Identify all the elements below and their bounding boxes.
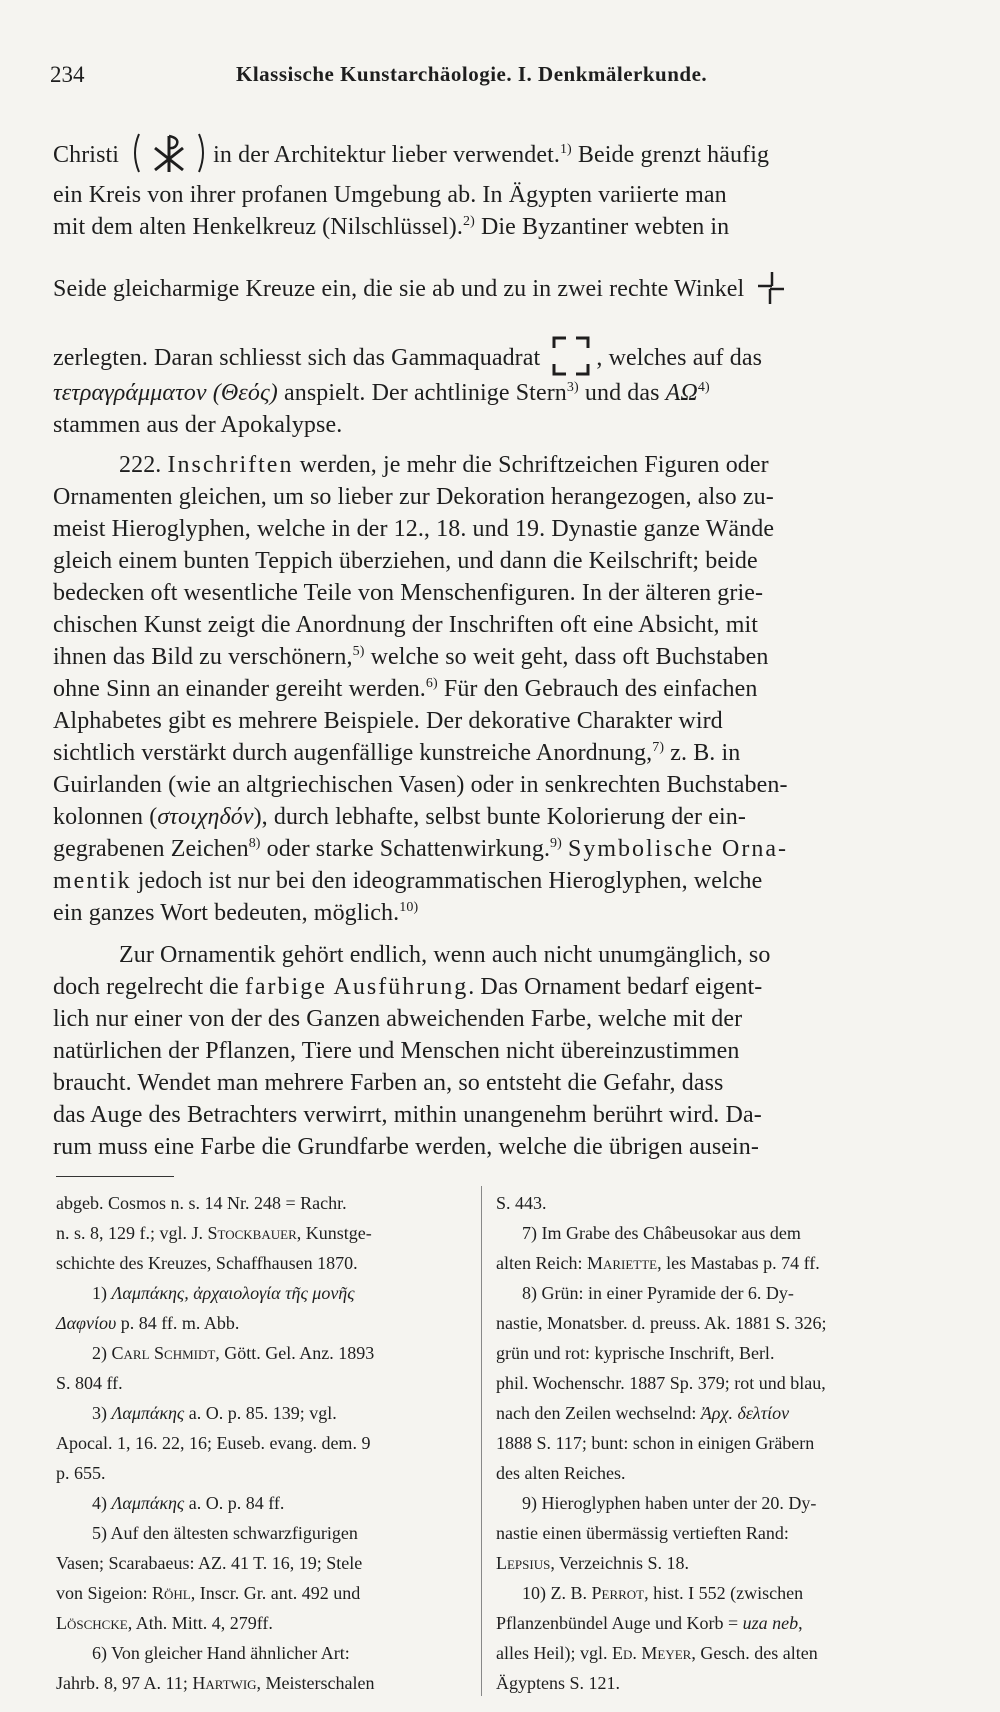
footnote-line: schichte des Kreuzes, Schaffhausen 1870. (56, 1253, 358, 1273)
text-run: Λαμπάκης (111, 1493, 185, 1513)
text-run: ein ganzes Wort bedeuten, möglich. (53, 900, 400, 926)
text-line: ein Kreis von ihrer profanen Umgebung ab. In Ägypten variierte man (53, 182, 727, 208)
text-line: Ornamenten gleichen, um so lieber zur Dekoration herangezogen, also zu- (53, 484, 774, 510)
text-run: in der Architektur lieber verwendet. (213, 142, 560, 169)
text-line: lich nur einer von der des Ganzen abweichenden Farbe, welche mit der (53, 1006, 743, 1032)
text-run: Mariette (586, 1253, 658, 1273)
section-222-start (53, 452, 903, 479)
footnote-line (56, 1312, 466, 1334)
chi-rho-monogram-icon (129, 130, 209, 183)
text-run: 1) (559, 142, 572, 158)
text-run: , (798, 1613, 803, 1633)
text-run: τετραγράμματον (Θεός) (53, 380, 278, 406)
footnote-line: nastie, Monatsber. d. preuss. Ak. 1881 S. 326; (496, 1313, 827, 1333)
text-run: 2) (462, 214, 475, 229)
text-run: Λαμπάκης, ἀρχαιολογία τῆς μονῆς (111, 1283, 355, 1303)
text-run: p. 84 ff. m. Abb. (116, 1313, 240, 1333)
text-line (53, 740, 903, 767)
footnote-7 (496, 1222, 936, 1244)
running-title: Klassische Kunstarchäologie. I. Denkmälerkunde. (236, 62, 708, 86)
text-line: Guirlanden (wie an altgriechischen Vasen) oder in senkrechten Buchstaben- (53, 772, 788, 798)
footnote-line: abgeb. Cosmos n. s. 14 Nr. 248 = Rachr. (56, 1193, 347, 1213)
footnote-line (56, 1582, 466, 1604)
text-run: Lepsius (496, 1553, 551, 1573)
text-run: Röhl (152, 1583, 191, 1603)
footnote-6 (56, 1642, 466, 1664)
text-run: Für den Gebrauch des einfachen (437, 676, 758, 702)
footnote-5 (56, 1522, 466, 1544)
footnote-10 (496, 1582, 936, 1604)
text-run: nach den Zeilen wechselnd: (496, 1403, 701, 1423)
text-line: stammen aus der Apokalypse. (53, 412, 343, 438)
text-run: , Ath. Mitt. 4, 279ff. (127, 1613, 273, 1633)
footnote-line: Vasen; Scarabaeus: AZ. 41 T. 16, 19; Stele (56, 1553, 363, 1573)
text-run: 10) (399, 900, 419, 915)
text-run: Perrot (591, 1583, 645, 1603)
text-run: Λαμπάκης (111, 1403, 185, 1423)
text-run: , Verzeichnis S. 18. (550, 1553, 689, 1573)
text-run: Hartwig (192, 1673, 257, 1693)
text-run: Jahrb. 8, 97 A. 11; (56, 1673, 193, 1693)
text-run: 10) Z. B. (522, 1583, 592, 1603)
footnote-line (56, 1672, 466, 1694)
footnote-line (496, 1642, 936, 1664)
text-run: z. B. in (664, 740, 741, 766)
text-run: Löschcke (56, 1613, 128, 1633)
text-run: ohne Sinn an einander gereiht werden. (53, 676, 426, 702)
text-line (53, 900, 903, 927)
text-run: werden, je mehr die Schriftzeichen Figuren oder (293, 452, 769, 478)
text-run: anspielt. Der achtlinige Stern (277, 380, 567, 406)
text-run: , Gött. Gel. Anz. 1893 (215, 1343, 375, 1363)
text-run: mit dem alten Henkelkreuz (Nilschlüssel). (53, 214, 463, 240)
text-run: Inschriften (167, 452, 294, 478)
text-run: Pflanzenbündel Auge und Korb = (496, 1613, 743, 1633)
text-run: Seide gleicharmige Kreuze ein, die sie ab und zu in zwei rechte Winkel (53, 276, 745, 303)
footnote-line: Apocal. 1, 16. 22, 16; Euseb. evang. dem. 9 (56, 1433, 371, 1453)
footnote-line: Ägyptens S. 121. (496, 1673, 621, 1693)
text-line (53, 130, 903, 183)
text-run: n. s. 8, 129 f.; vgl. J. (56, 1223, 208, 1243)
text-run: 3) (92, 1403, 112, 1423)
text-line: natürlichen der Pflanzen, Tiere und Menschen nicht übereinzustimmen (53, 1038, 740, 1064)
text-run: 4) (697, 380, 710, 395)
text-run: ΑΩ (665, 380, 698, 406)
split-cross-icon (756, 266, 786, 315)
footnote-8 (496, 1282, 936, 1304)
footnote-line: grün und rot: kyprische Inschrift, Berl. (496, 1343, 775, 1363)
text-run: 5) (352, 644, 365, 659)
footnote-line: nastie einen übermässig vertieften Rand: (496, 1523, 789, 1543)
text-run: alles Heil); vgl. (496, 1643, 612, 1663)
text-line (53, 868, 903, 895)
text-run: , les Mastabas p. 74 ff. (657, 1253, 820, 1273)
text-run: 7) Im Grabe des Châbeusokar aus dem (522, 1223, 801, 1243)
text-run: 3) (566, 380, 579, 395)
text-line (53, 644, 903, 671)
text-run: , Meisterschalen (256, 1673, 375, 1693)
text-run: farbige Ausführung (244, 974, 469, 1000)
footnote-line: des alten Reiches. (496, 1463, 626, 1483)
text-run: , Gesch. des alten (691, 1643, 818, 1663)
text-run: . Das Ornament bedarf eigent- (468, 974, 763, 1000)
text-run: στοιχηδόν (157, 804, 254, 830)
text-line (53, 380, 903, 407)
text-line (53, 214, 903, 241)
text-run: , welches auf das (596, 345, 763, 372)
footnote-line (56, 1612, 466, 1634)
footnote-1 (56, 1282, 466, 1304)
text-run: Ἀρχ. δελτίον (700, 1403, 790, 1423)
footnote-line (56, 1222, 466, 1244)
text-run: a. O. p. 84 ff. (184, 1493, 285, 1513)
footnote-line: phil. Wochenschr. 1887 Sp. 379; rot und blau, (496, 1373, 826, 1393)
text-run: Die Byzantiner webten in (474, 214, 730, 240)
text-run: Christi (53, 142, 120, 169)
text-run: 8) (248, 836, 261, 851)
footnote-line (496, 1402, 936, 1424)
text-line: chischen Kunst zeigt die Anordnung der Inschriften oft eine Absicht, mit (53, 612, 759, 638)
footnote-2 (56, 1342, 466, 1364)
text-line: bedecken oft wesentliche Teile von Menschenfiguren. In der älteren grie- (53, 580, 764, 606)
text-run: , hist. I 552 (zwischen (644, 1583, 804, 1603)
text-line: meist Hieroglyphen, welche in der 12., 18. und 19. Dynastie ganze Wände (53, 516, 775, 542)
text-run: 9) Hieroglyphen haben unter der 20. Dy- (522, 1493, 817, 1513)
text-line: Alphabetes gibt es mehrere Beispiele. Der dekorative Charakter wird (53, 708, 723, 734)
footnote-line: S. 443. (496, 1193, 547, 1213)
footnote-line (496, 1612, 936, 1634)
text-run: 7) (652, 740, 665, 755)
text-line (53, 266, 903, 315)
text-run: , Inscr. Gr. ant. 492 und (190, 1583, 361, 1603)
gamma-square-icon (552, 334, 590, 385)
page-number: 234 (50, 62, 85, 87)
text-run: Beide grenzt häufig (571, 142, 770, 169)
text-run: ), durch lebhafte, selbst bunte Kolorierung der ein- (253, 804, 746, 830)
text-run: kolonnen ( (53, 804, 158, 830)
text-run: jedoch ist nur bei den ideogrammatischen Hieroglyphen, welche (131, 868, 763, 894)
footnote-3 (56, 1402, 466, 1424)
text-line (53, 836, 903, 863)
text-run: ihnen das Bild zu verschönern, (53, 644, 353, 670)
text-run: Zur Ornamentik gehört endlich, wenn auch nicht unumgänglich, so (119, 942, 771, 968)
text-run: und das (578, 380, 666, 406)
text-run: Stockbauer (207, 1223, 297, 1243)
text-run: Carl Schmidt (111, 1343, 216, 1363)
text-run: 1) (92, 1283, 112, 1303)
text-run: zerlegten. Daran schliesst sich das Gammaquadrat (53, 345, 541, 372)
footnote-line (496, 1252, 936, 1274)
text-run: oder starke Schattenwirkung. (260, 836, 551, 862)
text-run: Δαφνίου (56, 1313, 117, 1333)
footnote-line: S. 804 ff. (56, 1373, 123, 1393)
text-run: , Kunstge- (296, 1223, 372, 1243)
footnote-line (496, 1552, 936, 1574)
text-run: doch regelrecht die (53, 974, 245, 1000)
text-line: das Auge des Betrachters verwirrt, mithin unangenehm berührt wird. Da- (53, 1102, 762, 1128)
text-run: gegrabenen Zeichen (53, 836, 249, 862)
text-run: 6) (425, 676, 438, 691)
text-run: alten Reich: (496, 1253, 587, 1273)
text-line (53, 974, 903, 1001)
footnote-line: 1888 S. 117; bunt: schon in einigen Gräbern (496, 1433, 815, 1453)
text-run: von Sigeion: (56, 1583, 153, 1603)
text-run: welche so weit geht, dass oft Buchstaben (364, 644, 769, 670)
text-run: a. O. p. 85. 139; vgl. (184, 1403, 337, 1423)
text-line: gleich einem bunten Teppich überziehen, und dann die Keilschrift; beide (53, 548, 758, 574)
footnote-4 (56, 1492, 466, 1514)
text-line (53, 676, 903, 703)
text-line (53, 334, 903, 385)
footnote-9 (496, 1492, 936, 1514)
footnote-column-divider (481, 1186, 482, 1696)
text-run: uza neb (742, 1613, 799, 1633)
text-line: braucht. Wendet man mehrere Farben an, so entsteht die Gefahr, dass (53, 1070, 724, 1096)
footnote-rule (56, 1176, 174, 1177)
text-run: 5) Auf den ältesten schwarzfigurigen (92, 1523, 358, 1543)
text-run: sichtlich verstärkt durch augenfällige kunstreiche Anordnung, (53, 740, 653, 766)
text-run: 8) Grün: in einer Pyramide der 6. Dy- (522, 1283, 794, 1303)
text-run: 4) (92, 1493, 112, 1513)
text-line (53, 804, 903, 831)
footnote-line: p. 655. (56, 1463, 106, 1483)
text-line: rum muss eine Farbe die Grundfarbe werden, welche die übrigen ausein- (53, 1134, 759, 1160)
text-run: 222. (119, 452, 168, 478)
text-line (53, 942, 903, 969)
text-run: 6) Von gleicher Hand ähnlicher Art: (92, 1643, 350, 1663)
text-run: 9) (550, 836, 562, 851)
text-run: Symbolische Orna- (568, 836, 788, 862)
text-run: 2) (92, 1343, 112, 1363)
text-run: Ed. Meyer (611, 1643, 692, 1663)
text-run: mentik (53, 868, 132, 894)
page-header (50, 56, 930, 92)
